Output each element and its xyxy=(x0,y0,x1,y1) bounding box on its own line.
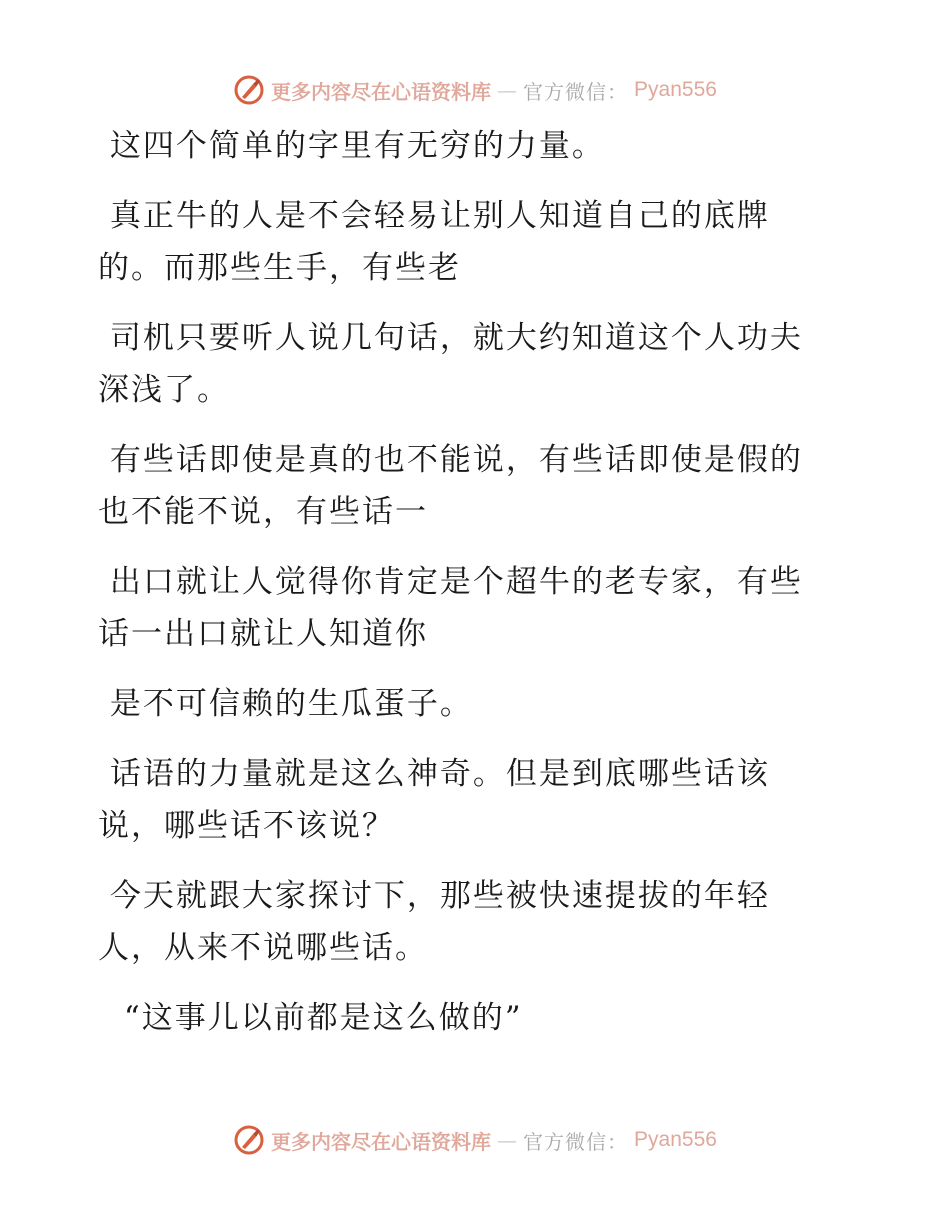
paragraph-line: 司机只要听人说几句话，就大约知道这个人功夫 xyxy=(98,320,803,356)
paragraph-line: “这事儿以前都是这么做的” xyxy=(112,1000,523,1036)
paragraph-line: 真正牛的人是不会轻易让别人知道自己的底牌 xyxy=(98,198,770,234)
paragraph-line: 出口就让人觉得你肯定是个超牛的老专家，有些 xyxy=(98,564,803,600)
watermark-wechat-id: Pyan556 xyxy=(634,78,717,101)
footer-watermark xyxy=(0,1122,950,1158)
paragraph-4 xyxy=(98,434,838,538)
body-text xyxy=(98,120,838,1044)
watermark-dash: — xyxy=(497,78,518,102)
paragraph-line: 说，哪些话不该说？ xyxy=(98,808,395,844)
paragraph-line: 这四个简单的字里有无穷的力量。 xyxy=(98,128,605,164)
paragraph-line: 的。而那些生手，有些老 xyxy=(98,250,461,286)
header-watermark xyxy=(0,72,950,108)
paragraph-line: 也不能不说，有些话一 xyxy=(98,494,428,530)
watermark-official-label: 官方微信： xyxy=(523,79,629,104)
paragraph-line: 话一出口就让人知道你 xyxy=(98,616,428,652)
watermark-dash: — xyxy=(497,1128,518,1152)
paragraph-line: 深浅了。 xyxy=(98,372,230,408)
paragraph-line: 人，从来不说哪些话。 xyxy=(98,930,428,966)
paragraph-line: 有些话即使是真的也不能说，有些话即使是假的 xyxy=(98,442,803,478)
pen-logo-icon xyxy=(233,74,265,106)
watermark-brand: 更多内容尽在心语资料库 xyxy=(271,79,492,104)
paragraph-line: 今天就跟大家探讨下，那些被快速提拔的年轻 xyxy=(98,878,770,914)
paragraph-5 xyxy=(98,556,838,660)
watermark-brand: 更多内容尽在心语资料库 xyxy=(271,1129,492,1154)
paragraph-8 xyxy=(98,870,838,974)
paragraph-7 xyxy=(98,748,838,852)
paragraph-line: 是不可信赖的生瓜蛋子。 xyxy=(98,686,473,722)
paragraph-3 xyxy=(98,312,838,416)
paragraph-9 xyxy=(98,992,838,1044)
paragraph-line: 话语的力量就是这么神奇。但是到底哪些话该 xyxy=(98,756,770,792)
paragraph-1 xyxy=(98,120,838,172)
watermark-wechat-id: Pyan556 xyxy=(634,1128,717,1151)
pen-logo-icon xyxy=(233,1124,265,1156)
paragraph-6 xyxy=(98,678,838,730)
watermark-official-label: 官方微信： xyxy=(523,1129,629,1154)
paragraph-2 xyxy=(98,190,838,294)
